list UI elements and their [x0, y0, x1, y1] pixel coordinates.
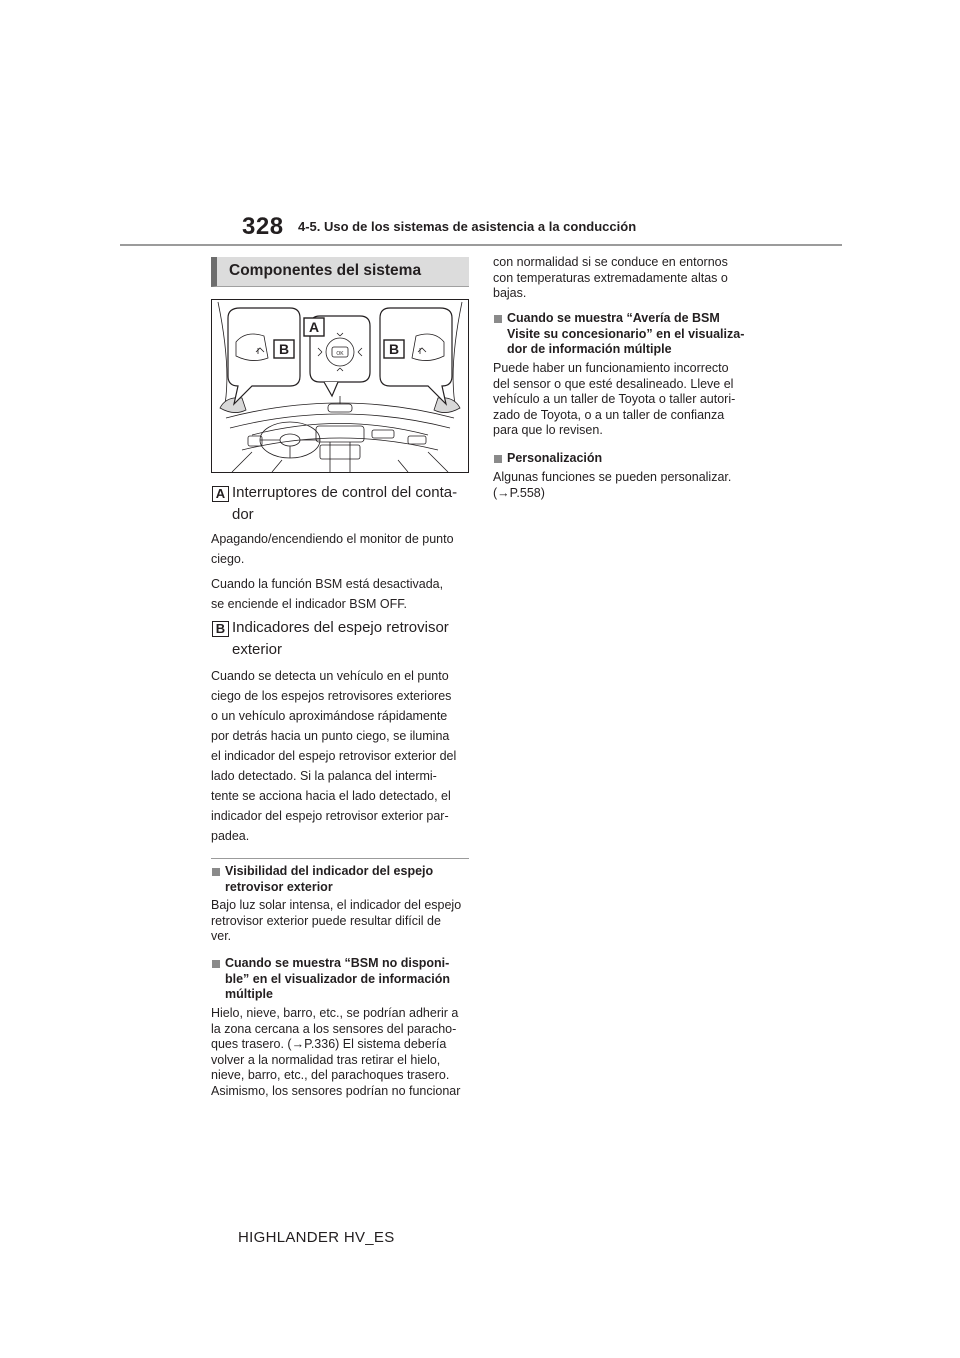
section-heading-text: Componentes del sistema: [229, 262, 422, 279]
item-b-label: B: [212, 621, 229, 637]
note-bullet-icon: [494, 315, 502, 323]
header-divider: [120, 244, 842, 246]
note-customization-body: Algunas funciones se pueden personalizar. (→P.558): [493, 470, 732, 500]
section-heading: [211, 257, 469, 287]
system-components-figure: [211, 299, 469, 473]
callout-a: [304, 318, 324, 336]
callout-b-right: [384, 340, 404, 358]
svg-text:A: A: [308, 319, 320, 335]
item-a-title: Interruptores de control del conta- dor: [232, 484, 458, 523]
svg-text:B: B: [388, 341, 400, 357]
page-number: 328: [242, 213, 284, 240]
item-b-body: Cuando se detecta un vehículo en el punto ciego de los espejos retrovisores exteriores o un vehículo aproximándose rápidamente por detrás hacia un punto ciego, se ilumina el indicador del espejo retrovisor exterior del lado detectado. Si la palanca del intermi- tente se acciona hacia el lado detectado, el indicador del espejo retrovisor exterior par- padea.: [211, 669, 457, 843]
note-bsm-unavailable-body: Hielo, nieve, barro, etc., se podrían adherir a la zona cercana a los sensores del paracho- ques trasero. (→P.336) El sistema debería volver a la normalidad tras retirar el hielo, nieve, barro, etc., del parachoques trasero. Asimismo, los sensores podrían no funcionar: [211, 1006, 461, 1098]
note-visibility-heading: Visibilidad del indicador del espejo retrovisor exterior: [225, 864, 434, 894]
note-bullet-icon: [494, 455, 502, 463]
ok-button-label: OK: [336, 351, 344, 357]
note-bsm-unavailable-heading: Cuando se muestra “BSM no disponi- ble” en el visualizador de información múltiple: [225, 956, 451, 1001]
section-title: 4-5. Uso de los sistemas de asistencia a la conducción: [298, 219, 637, 234]
item-b-title: Indicadores del espejo retrovisor exterior: [232, 619, 449, 658]
footer-model: HIGHLANDER HV_ES: [238, 1229, 395, 1246]
callout-b-left: [274, 340, 294, 358]
item-a-label: A: [212, 486, 229, 502]
note-visibility-body: Bajo luz solar intensa, el indicador del espejo retrovisor exterior puede resultar difícil de ver.: [211, 898, 462, 943]
dashboard-illustration: [212, 300, 468, 472]
note-customization-heading: Personalización: [507, 451, 603, 465]
svg-text:B: B: [278, 341, 290, 357]
notes-divider: [211, 858, 469, 859]
note-bsm-unavailable-continuation: con normalidad si se conduce en entornos con temperaturas extremadamente altas o bajas.: [493, 255, 728, 300]
note-bullet-icon: [212, 960, 220, 968]
note-bsm-malfunction-heading: Cuando se muestra “Avería de BSM Visite su concesionario” en el visualiza- dor de información múltiple: [507, 311, 745, 356]
note-bullet-icon: [212, 868, 220, 876]
item-a-body: Apagando/encendiendo el monitor de punto ciego. Cuando la función BSM está desactivada, se enciende el indicador BSM OFF.: [211, 532, 454, 611]
note-bsm-malfunction-body: Puede haber un funcionamiento incorrecto del sensor o que esté desalineado. Lleve el vehículo a un taller de Toyota o taller autori- zado de Toyota, o a un taller de confianza para que lo revisen.: [493, 361, 736, 437]
